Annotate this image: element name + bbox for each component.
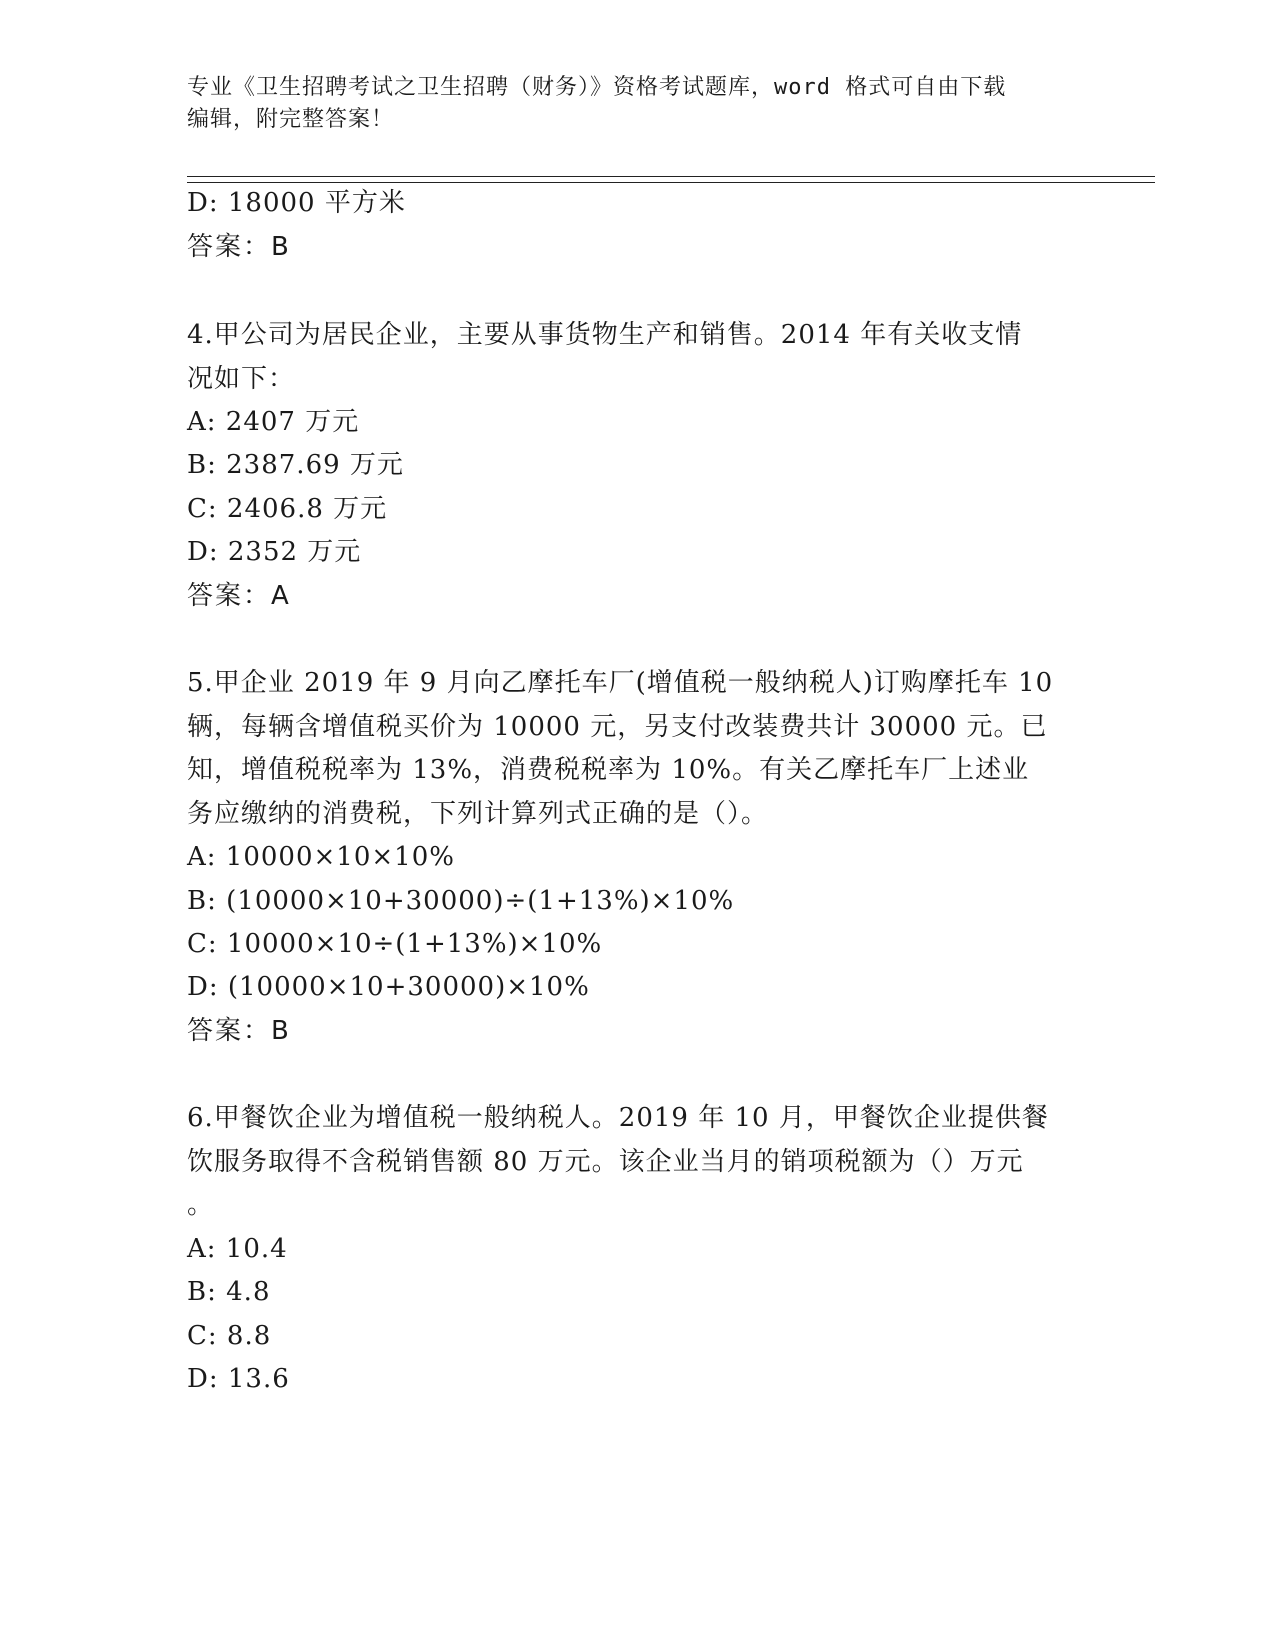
q4-stem-line-1: 4.甲公司为居民企业，主要从事货物生产和销售。2014 年有关收支情	[187, 320, 1023, 350]
header-divider-top	[187, 176, 1155, 177]
q5-stem-line-1: 5.甲企业 2019 年 9 月向乙摩托车厂(增值税一般纳税人)订购摩托车 10	[187, 668, 1054, 698]
q5-stem-line-3: 知，增值税税率为 13%，消费税税率为 10%。有关乙摩托车厂上述业	[187, 755, 1030, 785]
q6-option-d: D: 13.6	[187, 1364, 290, 1394]
q3-option-d: D: 18000 平方米	[187, 188, 406, 218]
q5-option-a: A: 10000×10×10%	[187, 842, 455, 872]
q5-option-b: B: (10000×10+30000)÷(1+13%)×10%	[187, 886, 735, 916]
q6-option-a: A: 10.4	[187, 1234, 288, 1264]
q4-stem-line-2: 况如下：	[187, 364, 296, 394]
q5-answer: 答案：B	[187, 1016, 291, 1046]
q6-stem-line-1: 6.甲餐饮企业为增值税一般纳税人。2019 年 10 月，甲餐饮企业提供餐	[187, 1103, 1049, 1133]
header-line-2: 编辑，附完整答案！	[187, 107, 395, 132]
q5-option-d: D: (10000×10+30000)×10%	[187, 972, 590, 1002]
q4-option-d: D: 2352 万元	[187, 537, 362, 567]
q4-option-b: B: 2387.69 万元	[187, 450, 404, 480]
q6-option-b: B: 4.8	[187, 1277, 271, 1307]
header-line-1: 专业《卫生招聘考试之卫生招聘（财务）》资格考试题库，word 格式可自由下载	[187, 75, 1007, 100]
q5-option-c: C: 10000×10÷(1+13%)×10%	[187, 929, 603, 959]
q4-answer: 答案：A	[187, 581, 291, 611]
q4-option-a: A: 2407 万元	[187, 407, 360, 437]
document-header	[187, 72, 1067, 136]
q6-option-c: C: 8.8	[187, 1321, 272, 1351]
q6-stem-line-2: 饮服务取得不含税销售额 80 万元。该企业当月的销项税额为（）万元	[187, 1147, 1024, 1177]
q5-stem-line-4: 务应缴纳的消费税，下列计算列式正确的是（）。	[187, 799, 769, 829]
q4-option-c: C: 2406.8 万元	[187, 494, 388, 524]
q5-stem-line-2: 辆，每辆含增值税买价为 10000 元，另支付改装费共计 30000 元。已	[187, 712, 1048, 742]
header-divider-bottom	[187, 182, 1155, 183]
q6-stem-line-3: 。	[187, 1190, 215, 1220]
q3-answer: 答案：B	[187, 232, 291, 262]
